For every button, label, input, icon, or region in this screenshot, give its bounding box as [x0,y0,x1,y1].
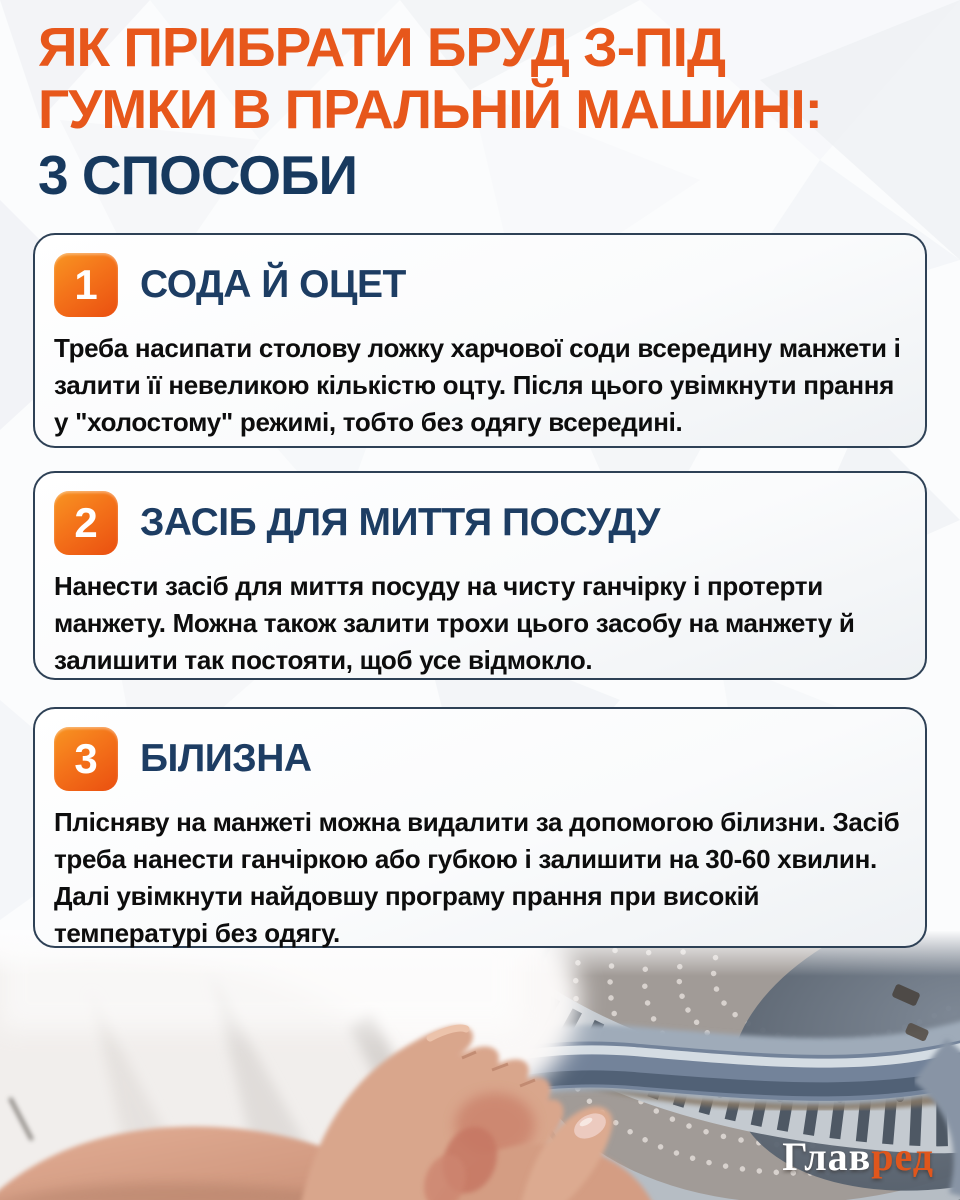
step-number-badge: 3 [54,727,118,791]
step-heading: СОДА Й ОЦЕТ [140,263,406,306]
step-body-text: Плісняву на манжеті можна видалити за допомогою білизни. Засіб треба нанести ганчіркою або губкою і залишити на 30-60 хвилин. Далі увімкнути найдовшу програму прання при високій температурі без одягу. [54,807,900,948]
step-2-header [54,491,909,555]
step-heading: ЗАСІБ ДЛЯ МИТТЯ ПОСУДУ [140,501,660,544]
step-3-header [54,727,909,791]
title-line-3: 3 СПОСОБИ [38,144,358,206]
title-line-1: ЯК ПРИБРАТИ БРУД З-ПІД [38,16,726,78]
step-card-3 [33,707,927,948]
page-title [38,16,822,206]
title-line-2: ГУМКИ В ПРАЛЬНІЙ МАШИНІ: [38,78,822,140]
brand-logo-orange-part: ред [871,1134,934,1179]
step-card-2 [33,471,927,680]
brand-logo-white-part: Глав [782,1134,872,1179]
step-1-header [54,253,909,317]
step-card-1 [33,233,927,448]
step-number-badge: 2 [54,491,118,555]
brand-logo [782,1133,934,1180]
step-number-badge: 1 [54,253,118,317]
step-heading: БІЛИЗНА [140,737,312,780]
step-body-text: Треба насипати столову ложку харчової соди всередину манжети і залити її невеликою кількістю оцту. Після цього увімкнути прання у "холостому" режимі, тобто без одягу всередині. [54,333,901,437]
step-body-text: Нанести засіб для миття посуду на чисту ганчірку і протерти манжету. Можна також залити трохи цього засобу на манжету й залишити так постояти, щоб усе відмокло. [54,571,855,675]
